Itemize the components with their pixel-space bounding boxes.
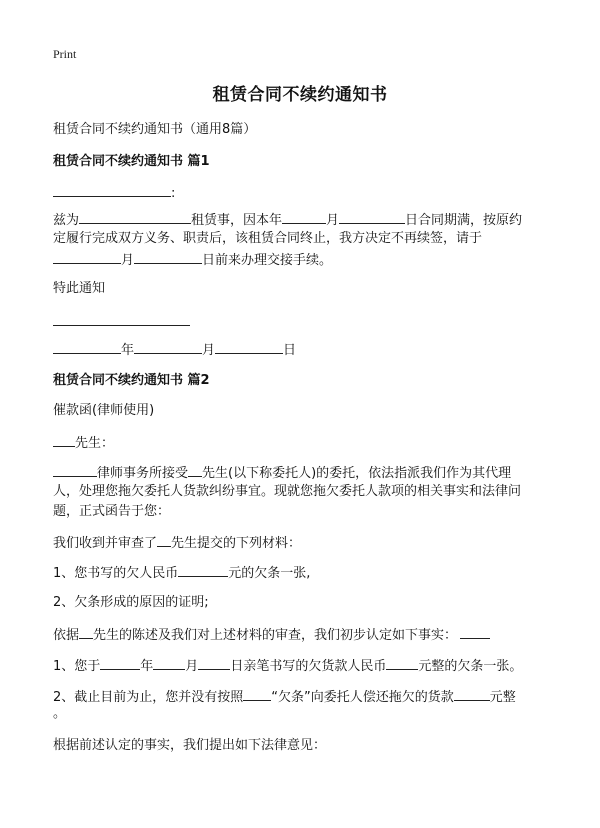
blank-field — [243, 687, 271, 701]
blank-field — [53, 250, 121, 264]
colon: : — [171, 186, 176, 201]
blank-field — [79, 210, 191, 224]
fact-item-2: 2、截止目前为止，您并没有按照 “欠条”向委托人偿还拖欠的货款 元整 — [53, 687, 516, 707]
blank-field — [386, 656, 418, 670]
section2-paragraph-line1: 律师事务所接受 先生(以下称委托人)的委托，依法指派我们作为其代理 — [53, 463, 511, 483]
date-line: 年 月 日 — [53, 340, 296, 360]
section2-paragraph-line3: 题，正式函告于您： — [53, 504, 171, 519]
blank-field — [134, 340, 202, 354]
blank-field — [53, 340, 121, 354]
section1-heading: 租赁合同不续约通知书 篇1 — [53, 154, 210, 169]
document-subtitle: 租赁合同不续约通知书（通用8篇） — [53, 122, 257, 137]
material-item-2: 2、欠条形成的原因的证明; — [53, 595, 209, 610]
material-item-1: 1、您书写的欠人民币 元的欠条一张, — [53, 563, 310, 583]
facts-intro: 依据 先生的陈述及我们对上述材料的审查，我们初步认定如下事实： — [53, 625, 490, 645]
legal-opinion-intro: 根据前述认定的事实，我们提出如下法律意见： — [53, 738, 327, 753]
blank-field — [339, 210, 405, 224]
section1-paragraph-line3: 月 日前来办理交接手续。 — [53, 250, 332, 270]
section1-paragraph-line1: 兹为 租赁事，因本年 月 日合同期满，按原约 — [53, 210, 522, 230]
blank-field — [188, 463, 202, 477]
blank-field — [53, 433, 75, 447]
blank-field — [53, 183, 171, 197]
blank-field — [53, 312, 190, 326]
fact-item-1: 1、您于 年 月 日亲笔书写的欠货款人民币 元整的欠条一张。 — [53, 656, 522, 676]
blank-field — [282, 210, 326, 224]
signature-line — [53, 312, 190, 332]
blank-field — [454, 687, 490, 701]
closing-text: 特此通知 — [53, 281, 106, 296]
document-title: 租赁合同不续约通知书 — [212, 85, 388, 105]
print-link[interactable]: Print — [53, 47, 77, 61]
blank-field — [178, 563, 228, 577]
blank-field — [157, 533, 171, 547]
section2-heading: 租赁合同不续约通知书 篇2 — [53, 373, 210, 388]
blank-field — [460, 625, 490, 639]
fact-item-2-end: 。 — [53, 706, 67, 721]
section2-paragraph-line2: 人，处理您拖欠委托人货款纠纷事宜。现就您拖欠委托人款项的相关事实和法律问 — [53, 484, 522, 499]
blank-field — [153, 656, 185, 670]
blank-field — [100, 656, 140, 670]
section1-paragraph-line2: 定履行完成双方义务、职责后，该租赁合同终止，我方决定不再续签，请于 — [53, 231, 483, 246]
blank-field — [215, 340, 283, 354]
blank-field — [79, 625, 93, 639]
blank-field — [53, 463, 97, 477]
blank-field — [134, 250, 202, 264]
salutation: 先生： — [53, 433, 114, 453]
blank-field — [198, 656, 230, 670]
section2-subtitle: 催款函(律师使用) — [53, 403, 155, 418]
materials-intro: 我们收到并审查了 先生提交的下列材料： — [53, 533, 301, 553]
addressee-line — [53, 183, 175, 203]
